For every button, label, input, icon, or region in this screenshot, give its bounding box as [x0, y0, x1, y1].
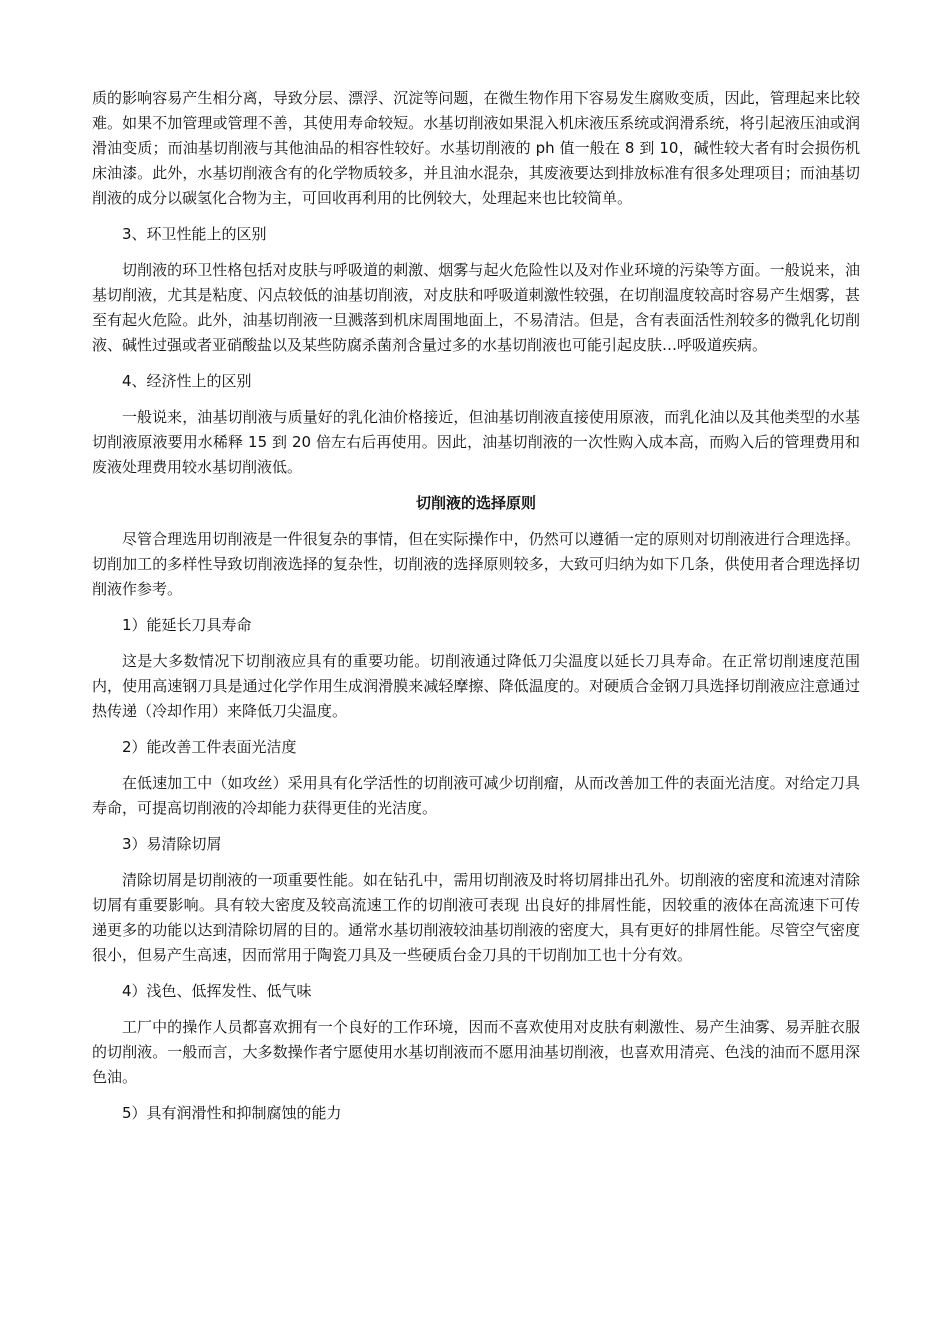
paragraph-surface-finish: 在低速加工中（如攻丝）采用具有化学活性的切削液可减少切削瘤，从而改善加工件的表面光洁度。对给定刀具寿命，可提高切削液的冷却能力获得更佳的光洁度。 [92, 774, 860, 817]
paragraph-environmental-performance: 切削液的环卫性格包括对皮肤与呼吸道的刺激、烟雾与起火危险性以及对作业环境的污染等方面。一般说来，油基切削液，尤其是粘度、闪点较低的油基切削液，对皮肤和呼吸道刺激性较强，在切削温度较高时容易产生烟雾，甚至有起火危险。此外，油基切削液一旦溅落到机床周围地面上，不易清洁。但是，含有表面活性剂较多的微乳化切削液、碱性过强或者亚硝酸盐以及某些防腐杀菌剂含量过多的水基切削液也可能引起皮肤…呼吸道疾病。 [92, 261, 860, 354]
heading-lubrication-corrosion: 5）具有润滑性和抑制腐蚀的能力 [122, 1104, 342, 1122]
heading-surface-finish: 2）能改善工件表面光洁度 [122, 738, 297, 756]
heading-light-color-low-odor: 4）浅色、低挥发性、低气味 [122, 982, 312, 1000]
paragraph-chip-removal: 清除切屑是切削液的一项重要性能。如在钻孔中，需用切削液及时将切屑排出孔外。切削液的密度和流速对清除切屑有重要影响。具有较大密度及较高流速工作的切削液可表现 出良好的排屑性能，因较重的液体在高流速下可传递更多的功能以达到清除切屑的目的。通常水基切削液较油基切削液的密度大，具有更好的排屑性能。尽管空气密度很小，但易产生高速，因而常用于陶瓷刀具及一些硬质台金刀具的干切削加工也十分有效。 [92, 871, 860, 964]
heading-environmental-performance: 3、环卫性能上的区别 [122, 225, 267, 243]
heading-chip-removal: 3）易清除切屑 [122, 835, 222, 853]
paragraph-light-color-low-odor: 工厂中的操作人员都喜欢拥有一个良好的工作环境，因而不喜欢使用对皮肤有刺激性、易产生油雾、易弄脏衣服的切削液。一般而言，大多数操作者宁愿使用水基切削液而不愿用油基切削液，也喜欢用清亮、色浅的油而不愿用深色油。 [92, 1018, 860, 1086]
paragraph-economy: 一般说来，油基切削液与质量好的乳化油价格接近，但油基切削液直接使用原液，而乳化油以及其他类型的水基切削液原液要用水稀释 15 到 20 倍左右后再使用。因此，油基切削液的一次性购入成本高，而购入后的管理费用和废液处理费用较水基切削液低。 [92, 408, 860, 476]
paragraph-tool-life: 这是大多数情况下切削液应具有的重要功能。切削液通过降低刀尖温度以延长刀具寿命。在正常切削速度范围内，使用高速钢刀具是通过化学作用生成润滑膜来减轻摩擦、降低温度的。对硬质合金钢刀具选择切削液应注意通过热传递（冷却作用）来降低刀尖温度。 [92, 652, 860, 720]
document-page [92, 86, 860, 1137]
paragraph-intro-continued: 质的影响容易产生相分离，导致分层、漂浮、沉淀等问题，在微生物作用下容易发生腐败变质，因此，管理起来比较难。如果不加管理或管理不善，其使用寿命较短。水基切削液如果混入机床液压系统或润滑系统，将引起液压油或润滑油变质；而油基切削液与其他油品的相容性较好。水基切削液的 ph 值一般在 8 到 10，碱性较大者有时会损伤机床油漆。此外，水基切削液含有的化学物质较多，并且油水混杂，其废液要达到排放标准有很多处理项目；而油基切削液的成分以碳氢化合物为主，可回收再利用的比例较大，处理起来也比较简单。 [92, 89, 860, 207]
paragraph-selection-principles: 尽管合理选用切削液是一件很复杂的事情，但在实际操作中，仍然可以遵循一定的原则对切削液进行合理选择。切削加工的多样性导致切削液选择的复杂性，切削液的选择原则较多，大致可归纳为如下几条，供使用者合理选择切削液作参考。 [92, 530, 860, 598]
heading-economy: 4、经济性上的区别 [122, 372, 252, 390]
heading-tool-life: 1）能延长刀具寿命 [122, 616, 252, 634]
section-title-selection-principles: 切削液的选择原则 [415, 494, 536, 512]
